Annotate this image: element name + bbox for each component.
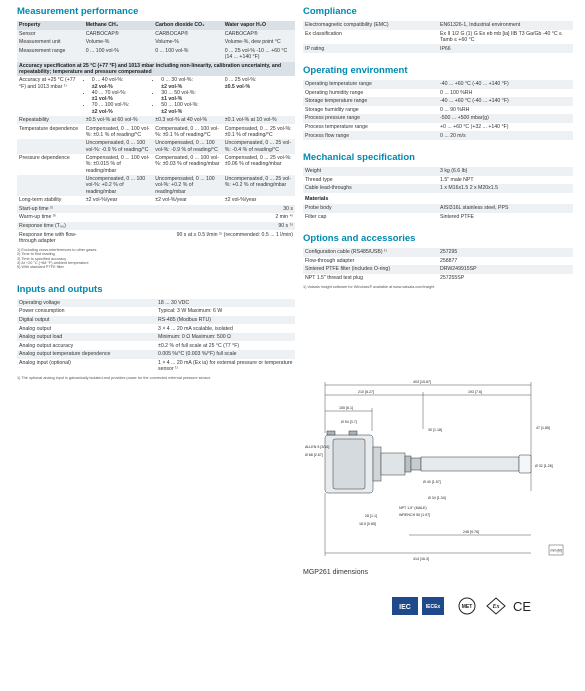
table-row: [303, 184, 573, 193]
accuracy-spec-header: Accuracy specification at 25 °C (+77 °F) and 1013 mbar including non-linearity, calibration uncertainty, and repeatability; temperature and pressure compensated: [17, 62, 295, 77]
cable-gland: [327, 431, 335, 435]
compliance-title: Compliance: [303, 6, 357, 17]
dim-label-68: Ø 68 [2.67]: [305, 453, 323, 457]
cell: Compensated, 0 ... 25 vol-%: ±0.06 % of reading/mbar: [224, 155, 292, 168]
table-row: [17, 307, 295, 316]
value: ±2 vol-%: [161, 83, 183, 90]
range: 40 ... 70 vol-%:: [91, 89, 127, 96]
options-footnote: [303, 285, 573, 289]
cell: AISI316L stainless steel, PPS: [440, 205, 509, 212]
measurement-title: Measurement performance: [17, 6, 139, 17]
cell: 0 ... 100 vol-%: [155, 47, 189, 54]
cell: CARBOCAP®: [224, 30, 258, 37]
table-row: [303, 248, 573, 257]
cell-label: Electromagnetic compatibility (EMC): [305, 22, 389, 29]
dim-label-34: Ø 34 [1.34]: [428, 496, 446, 500]
mechanical-table: [303, 167, 573, 221]
right-column: [303, 6, 573, 290]
mechanical-title: Mechanical specification: [303, 151, 415, 163]
npt-thread: [411, 458, 421, 470]
value: ±1 vol-%: [91, 96, 113, 103]
row-repeatability: [17, 116, 295, 125]
cell-label: Sensor: [19, 30, 36, 37]
cell: Typical: 3 W Maximum: 6 W: [158, 308, 223, 315]
cable-gland: [349, 431, 357, 435]
cell: -40 ... +60 °C (-40 ... +140 °F): [440, 98, 509, 105]
cell: Volume-%, dew point °C: [224, 39, 281, 46]
table-row: [303, 176, 573, 185]
cell: 1 × 4 ... 20 mA (Ex ia) for external pressure or temperature sensor ¹⁾: [158, 359, 293, 373]
row-press-comp: [17, 154, 295, 175]
list-item: [92, 102, 152, 114]
cell: Minimum: 0 Ω Maximum: 500 Ω: [158, 334, 231, 341]
cell-label: [17, 175, 84, 196]
range: 50 ... 100 vol-%:: [161, 102, 199, 109]
cell: 90 s at ≥ 0.5 l/min ⁵⁾ (recommended: 0.5 ... 1 l/min): [176, 231, 293, 238]
io-title: Inputs and outputs: [17, 283, 103, 295]
cell-label: Probe body: [305, 205, 332, 212]
table-row: [303, 213, 573, 222]
cell: 0 ... 100 %RH: [440, 89, 473, 96]
callout-wrench: WRENCH 50 [1.97]: [399, 513, 431, 517]
table-row: [303, 114, 573, 123]
dim-label-403: 403 [15.87]: [413, 380, 431, 384]
dim-label-155: 155 [6.1]: [339, 406, 353, 410]
dim-label-248: 248 [9.76]: [463, 530, 479, 534]
cell: Uncompensated, 0 ... 25 vol-%: -0.4 % of reading/°C: [224, 140, 292, 153]
cell: Volume-%: [155, 39, 179, 46]
row-press-uncomp: [17, 175, 295, 196]
cell-label: NPT 1.5" thread test plug: [305, 275, 363, 281]
cell: Compensated, 0 ... 100 vol-%: ±0.1 % of reading/°C: [85, 125, 150, 138]
cell-label: Ex classification: [305, 30, 342, 37]
iec-logo-text: IEC: [399, 604, 411, 611]
table-row: [303, 44, 573, 53]
met-logo-icon: [456, 597, 478, 615]
range: 0 ... 25 vol-%:: [224, 77, 257, 84]
callout-npt: NPT 1.5" (MALE): [399, 506, 427, 510]
cell-label: Digital output: [19, 316, 50, 323]
iecex-logo-icon: [422, 597, 444, 615]
cell: -40 ... +60 °C (-40 ... +140 °F): [440, 81, 509, 88]
dim-label-193: 193 [7.6]: [468, 390, 482, 394]
measurement-footnotes: [17, 248, 295, 269]
cell-label: Analog output load: [19, 334, 63, 341]
left-column: [17, 6, 295, 381]
value: ±2 vol-%: [91, 108, 113, 115]
accuracy-ch4: [84, 76, 154, 116]
options-title: Options and accessories: [303, 233, 416, 245]
row-unit: [17, 38, 295, 47]
operating-table: [303, 80, 573, 140]
neck: [381, 453, 405, 475]
cell: 0 ... 90 %RH: [440, 106, 470, 113]
met-logo-text: MET: [461, 604, 473, 610]
table-row: [303, 106, 573, 115]
cell-label: Measurement range: [19, 47, 66, 54]
compliance-table: [303, 21, 573, 53]
measurement-table: [17, 21, 295, 245]
col-h2o: Water vapor H₂O: [224, 22, 267, 29]
cell: IP66: [440, 45, 451, 52]
row-response-flow: [17, 230, 295, 245]
cell-label: Process flow range: [305, 132, 350, 139]
measurement-header-row: [17, 21, 295, 30]
accuracy-h2o: [223, 76, 295, 116]
dim-label-30: 30 [1.18]: [428, 428, 442, 432]
cell: ±2 vol-%/year: [85, 197, 118, 204]
row-temp-comp: [17, 124, 295, 139]
cell: EN61326-1, Industrial environment: [440, 22, 521, 29]
dim-label-40: Ø 40 [1.57]: [423, 480, 441, 484]
cell: Uncompensated, 0 ... 100 vol-%: +0.2 % of reading/mbar: [155, 176, 215, 195]
cell: 257295: [440, 249, 458, 256]
cell-label: Pressure dependence: [19, 155, 70, 162]
dimension-drawing: [303, 373, 573, 569]
cell: Ex II 1/2 G (1) G Ex eb mb [ia] IIB T3 Ga/Gb -40 °C ≤ Tamb ≤ +60 °C: [440, 30, 562, 43]
table-row: [303, 265, 573, 274]
ce-mark-text: CE: [512, 599, 532, 614]
table-row: [303, 167, 573, 176]
footnote: 1) Excluding cross-interferences to other gases: [17, 248, 97, 253]
cell: 3 × 4 ... 20 mA scalable, isolated: [158, 325, 233, 332]
range: 30 ... 50 vol-%:: [161, 89, 196, 96]
operating-title: Operating environment: [303, 64, 408, 76]
cell: Uncompensated, 0 ... 100 vol-%: -0.9 % of reading/°C: [85, 140, 149, 153]
row-sensor: [17, 30, 295, 39]
row-temp-uncomp: [17, 139, 295, 154]
cell-label: Analog input (optional): [19, 359, 71, 366]
cell-label: Storage humidity range: [305, 106, 359, 113]
dim-label-28: 28 [1.1]: [365, 514, 377, 518]
footnote: 1) Vaisala Insight software for Windows® available at www.vaisala.com/insight: [303, 285, 435, 290]
value: ±1 vol-%: [161, 96, 183, 103]
options-table: [303, 248, 573, 282]
cell: 1 x M16x1.5 2 x M20x1.5: [440, 185, 498, 192]
table-row: [303, 21, 573, 30]
value: ±2 vol-%: [161, 108, 183, 115]
cell-label: IP rating: [305, 45, 325, 52]
cell-label: Start-up time ²⁾: [19, 205, 54, 212]
cell: RS-485 (Modbus RTU): [158, 316, 211, 323]
table-row: [17, 350, 295, 359]
cell-label: Operating voltage: [19, 299, 60, 306]
dim-label-16-5: 16.5 [0.65]: [359, 522, 376, 526]
cell: ±0.5 vol-% at 60 vol-%: [85, 117, 138, 124]
row-response: [17, 222, 295, 231]
table-row: [303, 30, 573, 45]
cell: Compensated, 0 ... 25 vol-%: ±0.1 % of reading/°C: [224, 125, 292, 138]
cell-label: Weight: [305, 168, 322, 175]
diagram-caption: MGP261 dimensions: [303, 569, 368, 576]
cell-label: Cable lead-throughs: [305, 185, 352, 192]
cell-label: Response time (T₉₀): [19, 222, 66, 229]
table-row: [303, 89, 573, 98]
cell-label: Filter cap: [305, 213, 327, 220]
cell: ±0.2 % of full scale at 25 °C (77 °F): [158, 342, 240, 349]
ex-mark-text: Ex: [492, 604, 500, 610]
value: ±0.5 vol-%: [224, 83, 251, 90]
dim-label-210: 210 [8.27]: [358, 390, 374, 394]
cell-label: Sintered PTFE filter (includes O-ring): [305, 266, 391, 273]
table-row: [17, 316, 295, 325]
cell: ±0.3 vol-% at 40 vol-%: [155, 117, 208, 124]
cell: 3 kg (6.6 lb): [440, 168, 468, 175]
footnote: 1) The optional analog input is galvanically isolated and provides power for the connected external pressure sensor.: [17, 376, 211, 381]
accuracy-co2: [153, 76, 223, 116]
iecex-logo-text: IECEx: [425, 604, 441, 610]
list-item: [161, 77, 221, 89]
range: 70 ... 100 vol-%:: [91, 102, 130, 109]
housing-lid: [333, 439, 365, 489]
filter-cap: [519, 455, 531, 473]
cell: 90 s ⁵⁾: [278, 222, 293, 229]
cell: CARBOCAP®: [155, 30, 189, 37]
cell: Compensated, 0 ... 100 vol-%: ±0.03 % of reading/mbar: [155, 155, 220, 168]
table-row: [303, 97, 573, 106]
col-co2: Carbon dioxide CO₂: [155, 22, 205, 29]
cell: 1.5" male NPT: [440, 176, 474, 183]
footnote: 4) At +20 °C (+68 °F) ambient temperature: [17, 260, 89, 265]
dim-label-414: 414 [16.3]: [413, 557, 429, 561]
cell: Uncompensated, 0 ... 25 vol-%: +0.2 % of reading/mbar: [224, 176, 292, 189]
cell: 0.005 %/°C (0.003 %/°F) full scale: [158, 351, 237, 358]
footnote: 2) Time to first reading: [17, 252, 55, 257]
row-long-term: [17, 196, 295, 205]
cell: ±2 vol-%/year: [224, 197, 257, 204]
wrench-flats: [405, 456, 411, 472]
cell-label: Thread type: [305, 176, 333, 183]
cell: 257255SP: [440, 275, 465, 281]
list-item: [92, 77, 152, 89]
cell: Compensated, 0 ... 100 vol-%: ±0.015 % of reading/mbar: [85, 155, 150, 174]
cell: 2 min ⁴⁾: [275, 214, 293, 221]
table-row: [17, 324, 295, 333]
cell: 0 ... 100 vol-%: [85, 47, 119, 54]
dim-label-47: 47 [1.85]: [536, 426, 550, 430]
row-range: [17, 47, 295, 62]
table-row: [303, 123, 573, 132]
table-row: [303, 80, 573, 89]
cell: 0 ... 20 m/s: [440, 132, 466, 139]
table-row: [17, 299, 295, 308]
accuracy-header-row: [17, 62, 295, 77]
cell-label: Accuracy at +25 °C (+77 °F) and 1013 mbar ¹⁾: [19, 77, 76, 90]
cell: 258877: [440, 257, 458, 264]
cell-label: Process temperature range: [305, 124, 368, 131]
cell: -500 ... +500 mbar(g): [440, 115, 489, 122]
footnote: 5) With standard PTFE filter: [17, 265, 64, 270]
cell: +0 ... +60 °C (+32 ... +140 °F): [440, 124, 509, 131]
value: ±2 vol-%: [91, 83, 113, 90]
cell-label: Analog output temperature dependence: [19, 351, 111, 358]
row-warmup: [17, 213, 295, 222]
list-item: [161, 102, 221, 114]
table-row: [303, 204, 573, 213]
unit-label: mm [in]: [550, 548, 563, 553]
probe-tube: [421, 457, 519, 471]
cell-label: Measurement unit: [19, 39, 61, 46]
table-row: [303, 274, 573, 283]
cell: Volume-%: [85, 39, 110, 46]
callout-allen: ALLEN 5 [3/16]: [305, 445, 330, 449]
dim-label-94: Ø 94 [3.7]: [341, 420, 357, 424]
cell: Compensated, 0 ... 100 vol-%: ±0.1 % of reading/°C: [155, 125, 219, 138]
cell-label: Operating temperature range: [305, 81, 372, 88]
list-item: [92, 90, 152, 102]
io-footnote: [17, 376, 295, 380]
materials-row: [303, 193, 573, 204]
cell: DRW249915SP: [440, 266, 477, 273]
col-property: Property: [19, 22, 41, 29]
flange: [373, 447, 381, 481]
cell: 0 ... 25 vol-% -10 ... +60 °C (14 ... +140 °F): [224, 47, 288, 61]
cell: ±2 vol-%/year: [155, 197, 187, 204]
cell-label: Process pressure range: [305, 115, 361, 122]
table-row: [303, 131, 573, 140]
list-item: [161, 90, 221, 102]
cell-label: Long-term stability: [19, 197, 62, 204]
cell: ±0.1 vol-% at 10 vol-%: [224, 117, 277, 124]
dim-label-32: Ø 32 [1.26]: [535, 464, 553, 468]
cell-label: [17, 139, 84, 154]
table-row: [17, 359, 295, 374]
cell-label: Response time with flow-through adapter: [19, 231, 77, 244]
table-row: [17, 341, 295, 350]
cell-label: Temperature dependence: [19, 125, 79, 132]
cell: Uncompensated, 0 ... 100 vol-%: +0.2 % of reading/mbar: [85, 176, 146, 195]
materials-label: Materials: [305, 195, 329, 202]
range: 0 ... 40 vol-%:: [91, 77, 124, 84]
iec-logo-icon: [392, 597, 418, 615]
cell-label: Operating humidity range: [305, 89, 364, 96]
footnote: 3) Time to specified accuracy: [17, 256, 67, 261]
cell: CARBOCAP®: [85, 30, 119, 37]
table-row: [17, 333, 295, 342]
ce-mark-icon: [510, 597, 534, 615]
cell: 30 s: [283, 205, 293, 212]
cell-label: Analog output accuracy: [19, 342, 74, 349]
row-accuracy: [17, 76, 295, 116]
ex-mark-icon: [486, 597, 506, 615]
cell-label: Configuration cable (RS485/USB) ¹⁾: [305, 249, 388, 256]
cell: Sintered PTFE: [440, 213, 475, 220]
cell-label: Analog output: [19, 325, 52, 332]
col-methane: Methane CH₄: [85, 22, 119, 29]
table-row: [303, 257, 573, 266]
cell-label: Power consumption: [19, 308, 65, 315]
cell-label: Repeatability: [19, 117, 49, 124]
row-startup: [17, 205, 295, 214]
cell-label: Flow-through adapter: [305, 257, 355, 264]
cell: 18 ... 30 VDC: [158, 299, 190, 306]
cell-label: Storage temperature range: [305, 98, 368, 105]
range: 0 ... 30 vol-%:: [161, 77, 193, 84]
io-table: [17, 299, 295, 374]
cell: Uncompensated, 0 ... 100 vol-%: -0.9 % of reading/°C: [155, 140, 218, 153]
cell-label: Warm-up time ³⁾: [19, 214, 56, 221]
